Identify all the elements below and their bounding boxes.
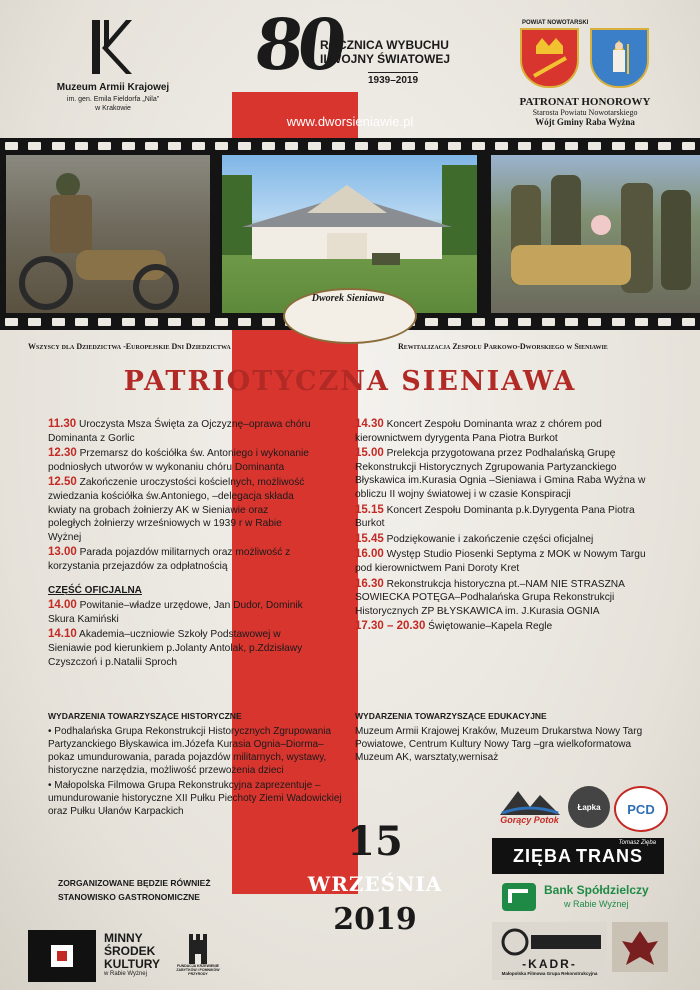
- schedule-item: [48, 599, 313, 626]
- events-educational-heading: WYDARZENIA TOWARZYSZĄCE EDUKACYJNE: [355, 711, 547, 721]
- powiat-label: POWIAT NOWOTARSKI: [522, 20, 589, 26]
- schedule-text: Koncert Zespołu Dominanta wraz z chórem pod kierownictwem dyrygenta Pana Piotra Burkot: [355, 419, 602, 444]
- zieba-trans-logo: [492, 838, 664, 874]
- schedule-item: [355, 447, 655, 501]
- date-year: 2019: [333, 902, 417, 937]
- schedule-time: 14.00: [48, 599, 77, 612]
- patronat-starosta: Starosta Powiatu Nowotarskiego: [532, 108, 638, 117]
- schedule-left-column: [48, 418, 313, 671]
- gmina-coat-of-arms-icon: [590, 28, 649, 88]
- schedule-text: Przemarsz do kościółka św. Antoniego i wykonanie podniosłych utworów w wykonaniu chóru Dominanta: [48, 448, 309, 473]
- foundation-label: FUNDACJA KRZEWIENIE ZABYTKÓW I POMNIKÓW PRZYRODY: [176, 964, 220, 976]
- trans-label: TRANS: [576, 845, 643, 866]
- reenactor-emblem-icon: [612, 922, 668, 972]
- museum-sub-line1: im. gen. Emila Fieldorfa „Nila”: [66, 96, 160, 103]
- museum-name: Muzeum Armii Krajowej: [56, 82, 170, 93]
- lapka-label: Łapka: [577, 802, 601, 812]
- kadr-sublabel: Małopolska Filmowa Grupa Rekonstrukcyjna: [501, 970, 598, 976]
- square-emblem-icon: [47, 941, 77, 971]
- events-historic: [48, 710, 348, 820]
- schedule-time: 16.30: [355, 577, 384, 590]
- film-perforations-top: [0, 142, 700, 150]
- zieba-label: ZIĘBA: [513, 845, 572, 866]
- kadr-label: -KADR-: [522, 956, 577, 971]
- museum-ak-logo: [88, 18, 132, 76]
- official-heading: CZĘŚĆ OFICJALNA: [48, 584, 142, 596]
- pcd-logo: [614, 786, 668, 832]
- events-historic-heading: WYDARZENIA TOWARZYSZĄCE HISTORYCZNE: [48, 711, 242, 721]
- main-title: PATRIOTYCZNA SIENIAWA: [123, 366, 577, 397]
- schedule-time: 16.00: [355, 548, 384, 561]
- gastro-line2: STANOWISKO GASTRONOMICZNE: [58, 892, 200, 902]
- anniversary-line2: II WOJNY ŚWIATOWEJ: [320, 52, 451, 66]
- schedule-text: Świętowanie–Kapela Regle: [425, 621, 553, 633]
- eagle-icon: [620, 927, 660, 967]
- schedule-right-column: [355, 418, 655, 636]
- schedule-time: 15.15: [355, 503, 384, 516]
- zieba-small-label: Tomasz Zięba: [618, 840, 656, 846]
- event-item: • Podhalańska Grupa Rekonstrukcji Historycznych Zgrupowania Partyzanckiego Błyskawica im.Józefa Kurasia Ognia–Diorma–pokaz umundurowania, parada pojazdów militarnych, wystawy, historyczne narzędzia, możliwość przewożenia dzieci: [48, 726, 332, 776]
- minny-line1: MINNY: [104, 930, 143, 945]
- museum-sub-line2: w Krakowie: [95, 105, 131, 112]
- events-educational: [355, 710, 655, 766]
- bank-location: w Rabie Wyżnej: [564, 899, 629, 909]
- photo-reenactors-group: [491, 155, 700, 313]
- schedule-time: 17.30 – 20.30: [355, 620, 426, 633]
- crown-icon: [522, 30, 577, 86]
- gastro-note: [58, 876, 211, 904]
- schedule-text: Koncert Zespołu Dominanta p.k.Dyrygenta Pana Piotra Burkot: [355, 504, 635, 530]
- schedule-text: Zakończenie uroczystości kościelnych, możliwość zwiedzania kościółka św.Antoniego, –delegacja składa kwiaty na grobach żołnierzy AK w Sieniawie oraz poległych żołnierzy wrześniowych w 1939 r w Rabie Wyżnej: [48, 477, 305, 543]
- lapka-logo: [568, 786, 610, 828]
- cultural-foundation-logo: [28, 930, 96, 982]
- foundation-tower-logo: [176, 926, 220, 982]
- schedule-time: 15.45: [355, 532, 384, 545]
- film-reel-icon: [495, 927, 605, 957]
- bank-icon: [500, 881, 538, 913]
- tower-icon: [185, 932, 211, 964]
- minny-line3: KULTURY: [104, 956, 160, 971]
- schedule-item: [48, 628, 313, 669]
- goracy-potok-logo: [492, 782, 567, 830]
- patronat-wojt: Wójt Gminy Raba Wyżna: [535, 117, 635, 127]
- schedule-time: 14.30: [355, 418, 384, 430]
- patronat-title: PATRONAT HONOROWY: [519, 96, 651, 108]
- caption-heritage-days: Wszyscy dla Dziedzictwa -Europejskie Dni Dziedzictwa: [28, 342, 231, 351]
- schedule-item: [355, 418, 655, 445]
- minny-srodek-kultury-logo: [104, 926, 172, 982]
- schedule-text: Podziękowanie i zakończenie części oficjalnej: [383, 533, 594, 545]
- mountains-icon: [500, 787, 560, 815]
- schedule-item: [48, 418, 313, 445]
- anniversary-years: 1939–2019: [368, 72, 418, 86]
- schedule-text: Powitanie–władze urzędowe, Jan Dudor, Dominik Skura Kamiński: [48, 600, 303, 625]
- schedule-item: [48, 546, 313, 573]
- bank-logo: [500, 878, 670, 916]
- schedule-time: 12.50: [48, 476, 77, 489]
- schedule-time: 11.30: [48, 418, 77, 430]
- schedule-text: Akademia–uczniowie Szkoły Podstawowej w Sieniawie pod kierunkiem p.Jolanty Antolak, p.Zdzisławy Czyszczoń i p.Natalii Sproch: [48, 629, 303, 668]
- photo-soldier-motorcycle: [6, 155, 210, 313]
- bank-name: Bank Spółdzielczy: [544, 883, 649, 897]
- powiat-coat-of-arms-icon: [520, 28, 579, 88]
- eighty-numeral: 80: [250, 3, 345, 86]
- museum-subtitle: [38, 95, 188, 113]
- kadr-logo: [492, 922, 607, 980]
- schedule-text: Parada pojazdów militarnych oraz możliwość z korzystania przejazdów za odpłatnością: [48, 547, 291, 572]
- saint-figure-icon: [592, 30, 647, 86]
- event-item: • Małopolska Filmowa Grupa Rekonstrukcyjna zaprezentuje –umundurowanie historyczne XII Pułku Piechoty Ziemi Wadowickiej oraz Pułku Ułanów Karpackich: [48, 780, 342, 817]
- gastro-line1: ZORGANIZOWANE BĘDZIE RÓWNIEŻ: [58, 878, 211, 888]
- schedule-time: 13.00: [48, 546, 77, 559]
- caption-revitalization: Rewitalizacja Zespołu Parkowo-Dworskiego w Sieniawie: [398, 342, 608, 351]
- schedule-text: Rekonstrukcja historyczna pt.–NAM NIE STRASZNA SOWIECKA POTĘGA–Podhalańska Grupa Rekonstrukcji Historycznych ZP BŁYSKAWICA im. J.Kurasia OGNIA: [355, 578, 625, 617]
- schedule-item: [355, 533, 655, 547]
- schedule-time: 14.10: [48, 628, 77, 641]
- schedule-item: [355, 548, 655, 575]
- date-month: WRZEŚNIA: [307, 872, 443, 896]
- schedule-item: [48, 447, 313, 474]
- goracy-potok-label: Gorący Potok: [500, 815, 559, 825]
- schedule-item: [355, 504, 655, 531]
- schedule-text: Uroczysta Msza Święta za Ojczyznę–oprawa chóru Dominanta z Gorlic: [48, 419, 311, 444]
- minny-line4: w Rabie Wyżnej: [104, 970, 147, 977]
- pcd-label: PCD: [627, 801, 655, 817]
- dworek-logo-label: Dworek Sieniawa: [311, 293, 385, 304]
- schedule-time: 15.00: [355, 447, 384, 460]
- schedule-item: [355, 578, 655, 619]
- schedule-text: Występ Studio Piosenki Septyma z MOK w Nowym Targu pod kierownictwem Pani Doroty Kret: [355, 549, 646, 574]
- website-link[interactable]: www.dworsieniawie.pl: [286, 114, 414, 129]
- date-day: 15: [347, 818, 403, 865]
- events-educational-text: Muzeum Armii Krajowej Kraków, Muzeum Drukarstwa Nowy Targ Powiatowe, Centrum Kultury Nowy Targ –gra wielkoformatowa Muzeum AK, warsztaty,wernisaż: [355, 726, 643, 763]
- schedule-text: Prelekcja przygotowana przez Podhalańską Grupę Rekonstrukcji Historycznych Zgrupowania Partyzanckiego Błyskawica im.Kurasia Ognia –Sieniawa i Gmina Raba Wyżna w obliczu II wojny światowej i w czasie Konspiracji: [355, 448, 646, 500]
- schedule-item: [48, 476, 313, 544]
- anniversary-line1: ROCZNICA WYBUCHU: [320, 38, 449, 52]
- minny-line2: ŚRODEK: [104, 943, 156, 958]
- schedule-item: [355, 620, 655, 634]
- schedule-time: 12.30: [48, 447, 77, 460]
